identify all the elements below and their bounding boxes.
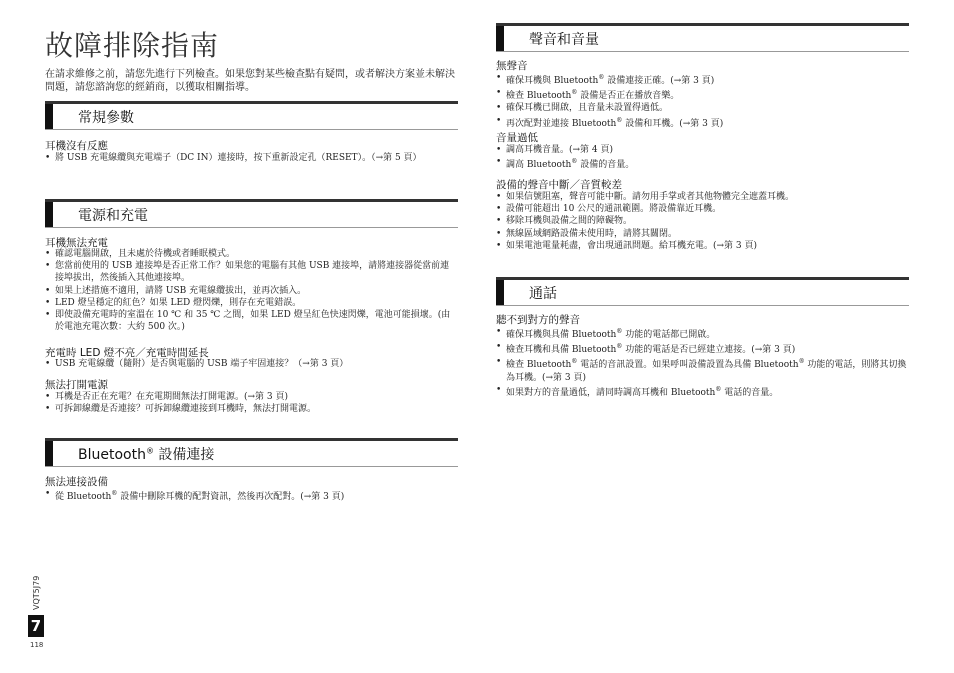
section-header-power [45,199,458,228]
list-cannot-hear [496,326,909,399]
list-no-sound [496,72,909,130]
subheading-no-sound: 無聲音 [496,60,528,72]
section-marker [45,104,53,129]
section-header-bluetooth [45,438,458,467]
section-title-bluetooth: Bluetooth® 設備連接 [78,446,215,463]
list-no-response [45,152,458,164]
section-title-general: 常規參數 [78,110,134,126]
subheading-cannot-power-on: 無法打開電源 [45,379,108,391]
page-title: 故障排除指南 [45,29,220,62]
list-item: • 調高耳機音量。(→第 4 頁) [496,144,909,156]
list-item: • 確保耳機與 Bluetooth® 設備連接正確。(→第 3 頁) [496,72,909,87]
subheading-cannot-hear: 聽不到對方的聲音 [496,314,580,326]
list-item: • LED 燈呈穩定的紅色？如果 LED 燈閃爍，則存在充電錯誤。 [45,297,458,309]
subheading-cannot-connect: 無法連接設備 [45,476,108,488]
list-item: • 從 Bluetooth® 設備中刪除耳機的配對資訊，然後再次配對。(→第 3 頁) [45,488,458,503]
list-item: • 如果上述措施不適用，請將 USB 充電線纜拔出，並再次插入。 [45,285,458,297]
list-cannot-charge [45,248,458,333]
intro-paragraph: 在請求維修之前，請您先進行下列檢查。如果您對某些檢查點有疑問，或者解決方案並未解決問題，請您諮詢您的經銷商，以獲取相關指導。 [45,69,455,93]
list-item: • 無線區域網路設備未使用時，請將其關閉。 [496,228,909,240]
list-item: • 調高 Bluetooth® 設備的音量。 [496,156,909,171]
list-volume-low [496,144,909,171]
list-item: • 如果電池電量耗盡，會出現通訊問題。給耳機充電。(→第 3 頁) [496,240,909,252]
subheading-volume-low: 音量過低 [496,132,538,144]
list-item: • 您當前使用的 USB 連接埠是否正常工作？如果您的電腦有其他 USB 連接埠，請將連接器從當前連接埠拔出，然後插入其他連接埠。 [45,260,458,284]
subheading-sound-interrupted: 設備的聲音中斷／音質較差 [496,179,622,191]
section-marker [496,26,504,51]
list-led-not-lit [45,358,458,370]
list-cannot-connect [45,488,458,503]
list-item: • 如果對方的音量過低，請同時調高耳機和 Bluetooth® 電話的音量。 [496,384,909,399]
list-cannot-power-on [45,391,458,415]
list-item: • 如果信號阻塞，聲音可能中斷。請勿用手掌或者其他物體完全遮蓋耳機。 [496,191,909,203]
subheading-cannot-charge: 耳機無法充電 [45,237,108,249]
page-number: 7 [28,615,44,637]
list-item: • 移除耳機與設備之間的障礙物。 [496,215,909,227]
list-item: • 檢查 Bluetooth® 設備是否正在播放音樂。 [496,87,909,102]
section-header-general [45,101,458,130]
section-title-call: 通話 [529,286,557,302]
list-item: • 檢查 Bluetooth® 電話的音訊設置。如果呼叫設備設置為具備 Bluetooth® 功能的電話，則將其切換為耳機。(→第 3 頁) [496,356,909,383]
subheading-no-response: 耳機沒有反應 [45,140,108,152]
list-item: • 可拆卸線纜是否連接？可拆卸線纜連接到耳機時，無法打開電源。 [45,403,458,415]
list-item: • 檢查耳機和具備 Bluetooth® 功能的電話是否已經建立連接。(→第 3 頁) [496,341,909,356]
list-item: • USB 充電線纜（隨附）是否與電腦的 USB 端子牢固連接？（→第 3 頁） [45,358,458,370]
list-item: • 耳機是否正在充電？在充電期間無法打開電源。(→第 3 頁) [45,391,458,403]
list-item: • 確保耳機已開啟，且音量未設置得過低。 [496,102,909,114]
section-header-call [496,277,909,306]
model-code: VQT5J79 [32,575,41,610]
subheading-led-not-lit: 充電時 LED 燈不亮／充電時間延長 [45,347,209,359]
small-page-number: 118 [30,641,44,649]
list-item: • 設備可能超出 10 公尺的通訊範圍。將設備靠近耳機。 [496,203,909,215]
list-item: • 將 USB 充電線纜與充電端子（DC IN）連接時，按下重新設定孔（RESET）。（→第 5 頁） [45,152,458,164]
list-item: • 確保耳機與具備 Bluetooth® 功能的電話都已開啟。 [496,326,909,341]
section-title-sound: 聲音和音量 [529,32,599,48]
list-item: • 確認電腦開啟，且未處於待機或者睡眠模式。 [45,248,458,260]
section-marker [45,441,53,466]
list-item: • 再次配對並連接 Bluetooth® 設備和耳機。(→第 3 頁) [496,115,909,130]
section-header-sound [496,23,909,52]
list-sound-interrupted [496,191,909,252]
section-marker [45,202,53,227]
section-title-power: 電源和充電 [78,208,148,224]
list-item: • 即使設備充電時的室溫在 10 ℃ 和 35 ℃ 之間，如果 LED 燈呈紅色快速閃爍，電池可能損壞。(由於電池充電次數：大約 500 次。) [45,309,458,333]
section-marker [496,280,504,305]
